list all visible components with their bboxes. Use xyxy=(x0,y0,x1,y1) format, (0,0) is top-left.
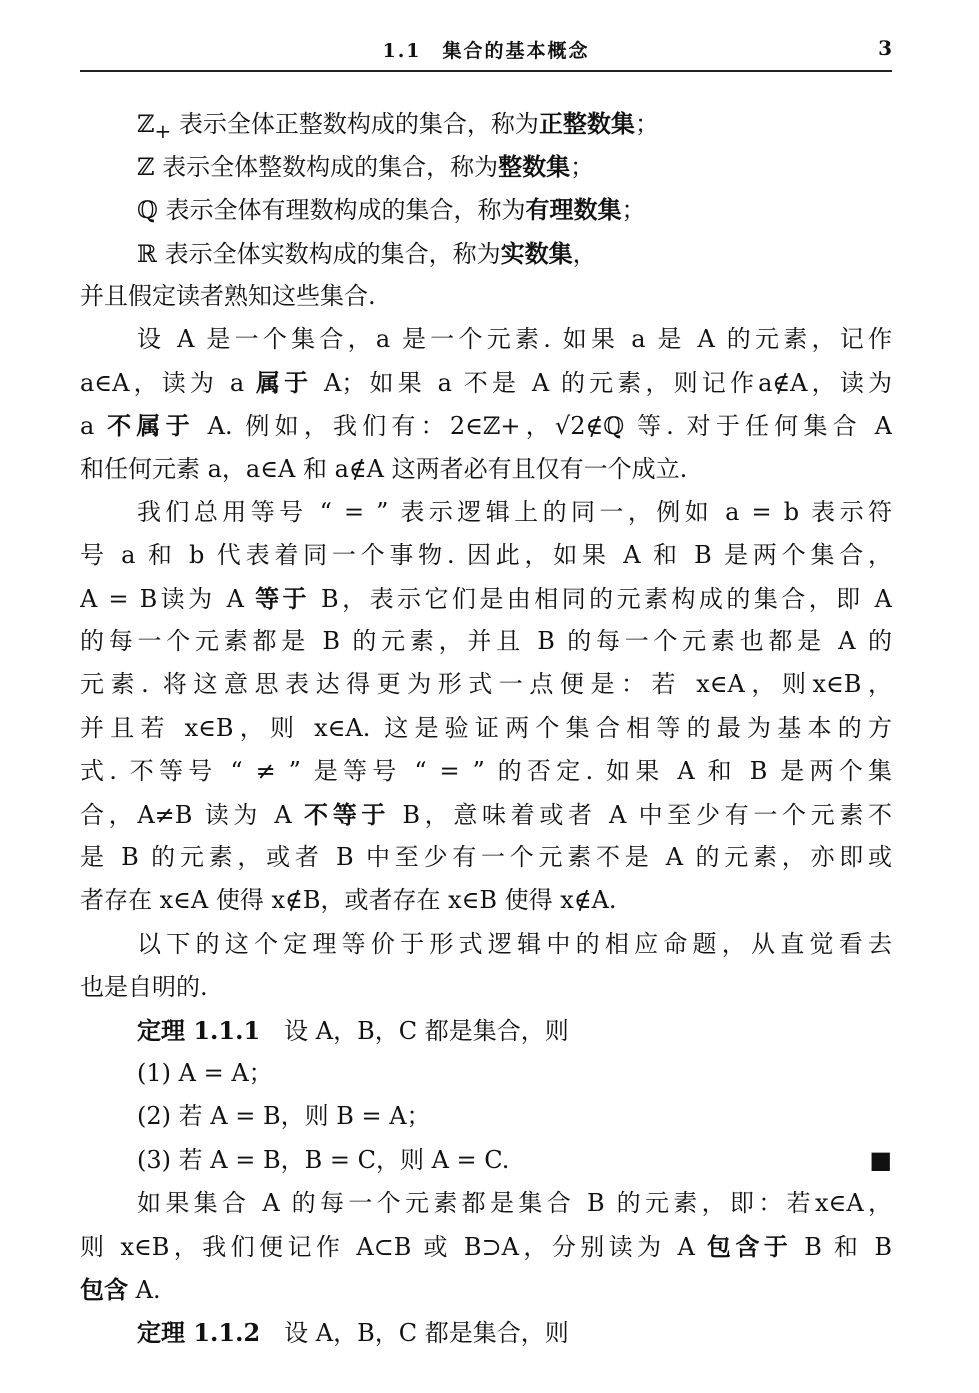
text-line-7: a∈A，读为 a 属于 A；如果 a 不是 A 的元素，则记作a∉A，读为 xyxy=(80,368,892,398)
page-body xyxy=(80,102,892,1354)
text-line-18: 是 B 的元素，或者 B 中至少有一个元素不是 A 的元素，亦即或 xyxy=(80,843,892,872)
text-line-28: 则 x∈B，我们便记作 A⊂B 或 B⊃A，分别读为 A 包含于 B 和 B xyxy=(80,1231,892,1261)
header-rule xyxy=(80,70,892,72)
text-line-5: 并且假定读者熟知这些集合. xyxy=(80,281,376,310)
text-line-11: 号 a 和 b 代表着同一个事物. 因此，如果 A 和 B 是两个集合， xyxy=(80,540,892,569)
text-line-10: 我们总用等号 “ = ” 表示逻辑上的同一，例如 a = b 表示符 xyxy=(137,497,892,526)
theorem-1-1-1-item-3-text: (3) 若 A = B，B = C，则 A = C. xyxy=(137,1145,510,1174)
text-line-20: 以下的这个定理等价于形式逻辑中的相应命题，从直觉看去 xyxy=(137,929,892,958)
running-header xyxy=(80,30,892,70)
theorem-1-1-1-item-2: (2) 若 A = B，则 B = A； xyxy=(137,1102,431,1131)
text-line-17: 合，A≠B 读为 A 不等于 B，意味着或者 A 中至少有一个元素不 xyxy=(80,800,892,829)
text-line-16: 式. 不等号 “ ≠ ” 是等号 “ = ” 的否定. 如果 A 和 B 是两个集 xyxy=(80,756,892,785)
text-line-4: ℝ 表示全体实数构成的集合，称为实数集， xyxy=(137,238,597,268)
text-line-1: ℤ$_+$ 表示全体正整数构成的集合，称为正整数集； xyxy=(137,109,659,143)
text-line-14: 元素. 将这意思表达得更为形式一点便是：若 x∈A，则x∈B， xyxy=(80,670,892,699)
text-line-27: 如果集合 A 的每一个元素都是集合 B 的元素，即：若x∈A， xyxy=(137,1188,892,1217)
end-of-proof-mark: ■ xyxy=(869,1145,892,1174)
text-line-2: ℤ 表示全体整数构成的集合，称为整数集； xyxy=(137,152,595,182)
text-line-13: 的每一个元素都是 B 的元素，并且 B 的每一个元素也都是 A 的 xyxy=(80,627,892,656)
section-title: 1.1 集合的基本概念 xyxy=(382,40,590,62)
text-line-3: ℚ 表示全体有理数构成的集合，称为有理数集； xyxy=(137,195,646,225)
text-line-8: a 不属于 A. 例如，我们有：2∈ℤ+，√2∉ℚ 等. 对于任何集合 A xyxy=(80,411,892,441)
text-line-6: 设 A 是一个集合，a 是一个元素. 如果 a 是 A 的元素，记作 xyxy=(137,324,892,353)
text-line-19: 者存在 x∈A 使得 x∉B，或者存在 x∈B 使得 x∉A. xyxy=(80,886,617,915)
text-line-21: 也是自明的. xyxy=(80,972,208,1001)
theorem-1-1-1-heading: 定理 1.1.1 设 A，B，C 都是集合，则 xyxy=(137,1015,569,1045)
theorem-1-1-1-item-1: (1) A = A； xyxy=(137,1059,273,1088)
text-line-9: 和任何元素 a，a∈A 和 a∉A 这两者必有且仅有一个成立. xyxy=(80,454,688,483)
theorem-1-1-1-item-3 xyxy=(80,1139,892,1182)
text-line-29: 包含 A. xyxy=(80,1275,161,1305)
text-line-15: 并且若 x∈B，则 x∈A. 这是验证两个集合相等的最为基本的方 xyxy=(80,713,892,742)
theorem-1-1-2-heading: 定理 1.1.2 设 A，B，C 都是集合，则 xyxy=(137,1318,569,1348)
page-number: 3 xyxy=(878,36,892,60)
text-line-12: A = B读为 A 等于 B，表示它们是由相同的元素构成的集合，即 A xyxy=(80,584,892,614)
